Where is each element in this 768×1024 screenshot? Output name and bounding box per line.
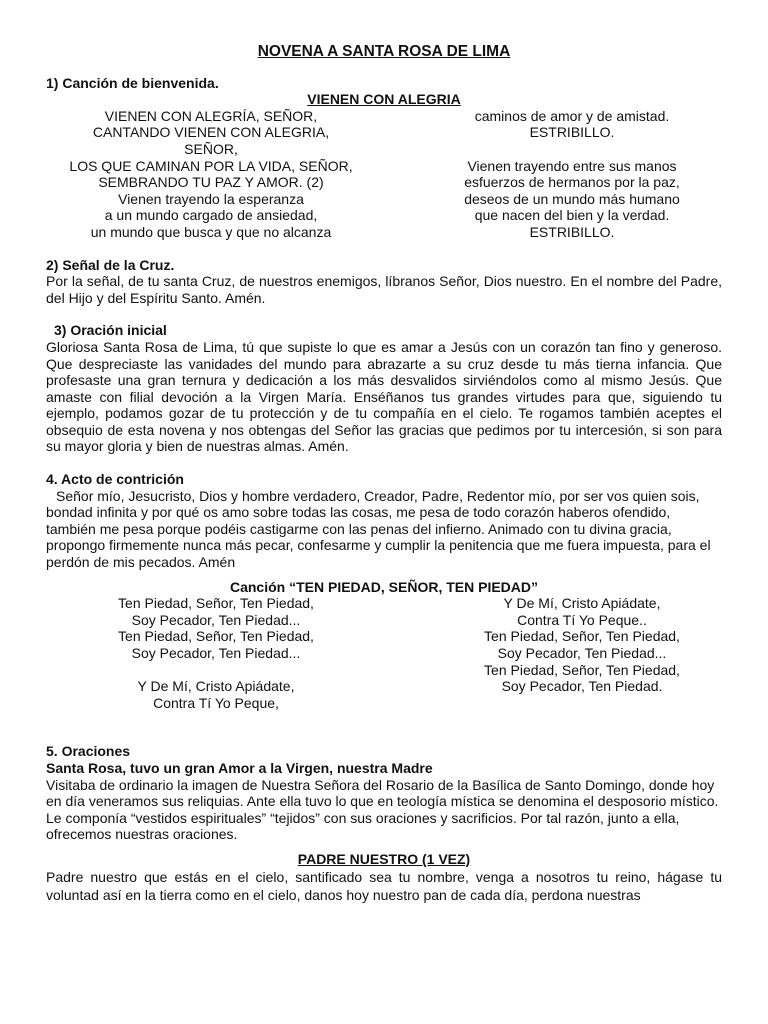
section-3-heading: 3) Oración inicial [54, 322, 167, 339]
lyric-line: VIENEN CON ALEGRÍA, SEÑOR, [104, 107, 318, 124]
song-2-lyrics [46, 595, 722, 711]
lyric-line: Ten Piedad, Señor, Ten Piedad, [118, 628, 314, 645]
lyric-line: Vienen trayendo entre sus manos [467, 157, 677, 174]
lyric-line: Soy Pecador, Ten Piedad. [501, 678, 663, 695]
lyric-line: Contra Tí Yo Peque, [153, 694, 279, 711]
lyric-line: caminos de amor y de amistad. [474, 107, 670, 124]
lyric-line: LOS QUE CAMINAN POR LA VIDA, SEÑOR, [69, 157, 353, 174]
section-5-heading: 5. Oraciones [46, 743, 131, 760]
lyric-line [46, 662, 386, 679]
page-title: NOVENA A SANTA ROSA DE LIMA [257, 43, 511, 60]
lyric-line: ESTRIBILLO. [529, 124, 615, 141]
section-3-text: Gloriosa Santa Rosa de Lima, tú que supiste lo que es amar a Jesús con un corazón tan fino y generoso. Que despreciaste las vanidades del mundo para abrazarte a su cruz desde tu más tierna infancia. Que profesaste una gran ternura y dedicación a los más desvalidos sirviéndolos como al mismo Jesús. Que amaste con filial devoción a la Virgen María. Enséñanos tus grandes virtudes para que, siguiendo tu ejemplo, podamos gozar de tu protección y de tu compañía en el cielo. Te rogamos también aceptes el obsequio de esta novena y nos obtengas del Señor las gracias que pedimos por tu intercesión, si son para su mayor gloria y bien de nuestras almas. Amén. [46, 338, 722, 455]
section-5-subheading: Santa Rosa, tuvo un gran Amor a la Virgen, nuestra Madre [46, 759, 433, 776]
lyric-line: deseos de un mundo más humano [464, 190, 680, 207]
song-1-left-column [46, 108, 376, 241]
lyric-line: Soy Pecador, Ten Piedad... [131, 611, 301, 628]
prayer-text: Padre nuestro que estás en el cielo, santificado sea tu nombre, venga a nosotros tu reino, hágase tu voluntad así en la tierra como en el cielo, danos hoy nuestro pan de cada día, perdona nuestras [46, 868, 722, 903]
lyric-line: un mundo que busca y que no alcanza [90, 223, 332, 240]
lyric-line: Soy Pecador, Ten Piedad... [497, 645, 667, 661]
lyric-line: SEMBRANDO TU PAZ Y AMOR. (2) [98, 174, 324, 191]
section-2-text: Por la señal, de tu santa Cruz, de nuestros enemigos, líbranos Señor, Dios nuestro. En el nombre del Padre, del Hijo y del Espíritu Santo. Amén. [46, 273, 722, 306]
section-5-paragraph-1: Visitaba de ordinario la imagen de Nuestra Señora del Rosario de la Basílica de Santo Domingo, donde hoy en día veneramos sus reliquias. Ante ella tuvo lo que en teología mística se denomina el desposorio místico. [46, 776, 719, 810]
song-2-right-column [442, 595, 722, 711]
song-2-left-column [46, 595, 386, 711]
section-1-heading: 1) Canción de bienvenida. [46, 74, 219, 91]
lyric-line: Y De Mí, Cristo Apiádate, [503, 595, 661, 612]
lyric-line: esfuerzos de hermanos por la paz, [464, 174, 680, 191]
section-4-heading: 4. Acto de contrición [46, 471, 184, 488]
song-1-right-column [422, 108, 722, 241]
lyric-line: Vienen trayendo la esperanza [118, 190, 304, 207]
song-1-lyrics [46, 108, 722, 241]
lyric-line: a un mundo cargado de ansiedad, [104, 207, 318, 224]
lyric-line: ESTRIBILLO. [529, 223, 615, 240]
song-1-title: VIENEN CON ALEGRIA [307, 91, 461, 108]
lyric-line: Ten Piedad, Señor, Ten Piedad, [118, 595, 314, 612]
section-5-paragraph-2: Le componía “vestidos espirituales” “tejidos” con sus oraciones y sacrificios. Por tal razón, junto a ella, ofrecemos nuestras oraciones. [46, 809, 680, 843]
lyric-line [422, 141, 722, 158]
prayer-title: PADRE NUESTRO (1 VEZ) [297, 850, 471, 867]
lyric-line: que nacen del bien y la verdad. [474, 207, 670, 224]
section-4-text: Señor mío, Jesucristo, Dios y hombre verdadero, Creador, Padre, Redentor mío, por ser vos quien sois, bondad infinita y por qué os amo sobre todas las cosas, me pesa de todo corazón haberos ofendido, también me pesa porque podéis castigarme con las penas del infierno. Animado con tu divina gracia, propongo firmemente nunca más pecar, confesarme y cumplir la penitencia que me fuera impuesta, para el perdón de mis pecados. Amén [46, 487, 711, 571]
lyric-line: Ten Piedad, Señor, Ten Piedad, [484, 628, 680, 645]
lyric-line: SEÑOR, [184, 140, 238, 157]
section-2-heading: 2) Señal de la Cruz. [46, 256, 175, 273]
lyric-line: Soy Pecador, Ten Piedad... [131, 645, 301, 661]
lyric-line: CANTANDO VIENEN CON ALEGRIA, [92, 124, 330, 141]
lyric-line: Contra Tí Yo Peque.. [517, 611, 647, 628]
song-2-title: Canción “TEN PIEDAD, SEÑOR, TEN PIEDAD” [229, 578, 539, 595]
lyric-line: Y De Mí, Cristo Apiádate, [137, 678, 295, 695]
lyric-line: Ten Piedad, Señor, Ten Piedad, [484, 661, 680, 678]
